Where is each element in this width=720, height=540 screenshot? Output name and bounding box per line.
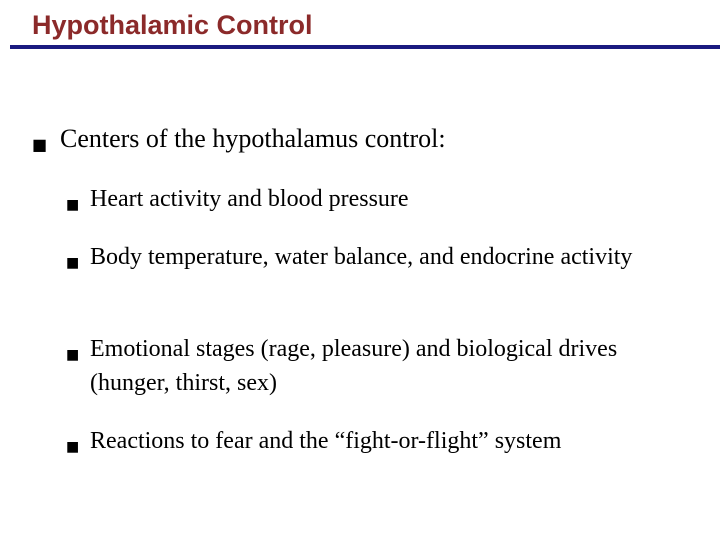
square-bullet-icon: ■ <box>66 439 80 455</box>
square-bullet-icon: ■ <box>66 255 80 271</box>
title-underline <box>10 45 720 49</box>
square-bullet-icon: ■ <box>66 197 80 213</box>
sub-bullet-text: Emotional stages (rage, pleasure) and biological drives (hunger, thirst, sex) <box>90 336 618 396</box>
sub-bullet-text: Body temperature, water balance, and endocrine activity <box>90 244 633 270</box>
square-bullet-icon: ■ <box>32 135 48 154</box>
main-bullet-text: Centers of the hypothalamus control: <box>60 124 446 153</box>
sub-bullet-text: Reactions to fear and the “fight-or-flight” system <box>90 428 562 454</box>
sub-bullet-text: Heart activity and blood pressure <box>90 186 409 212</box>
slide-title: Hypothalamic Control <box>32 10 313 40</box>
square-bullet-icon: ■ <box>66 347 80 363</box>
